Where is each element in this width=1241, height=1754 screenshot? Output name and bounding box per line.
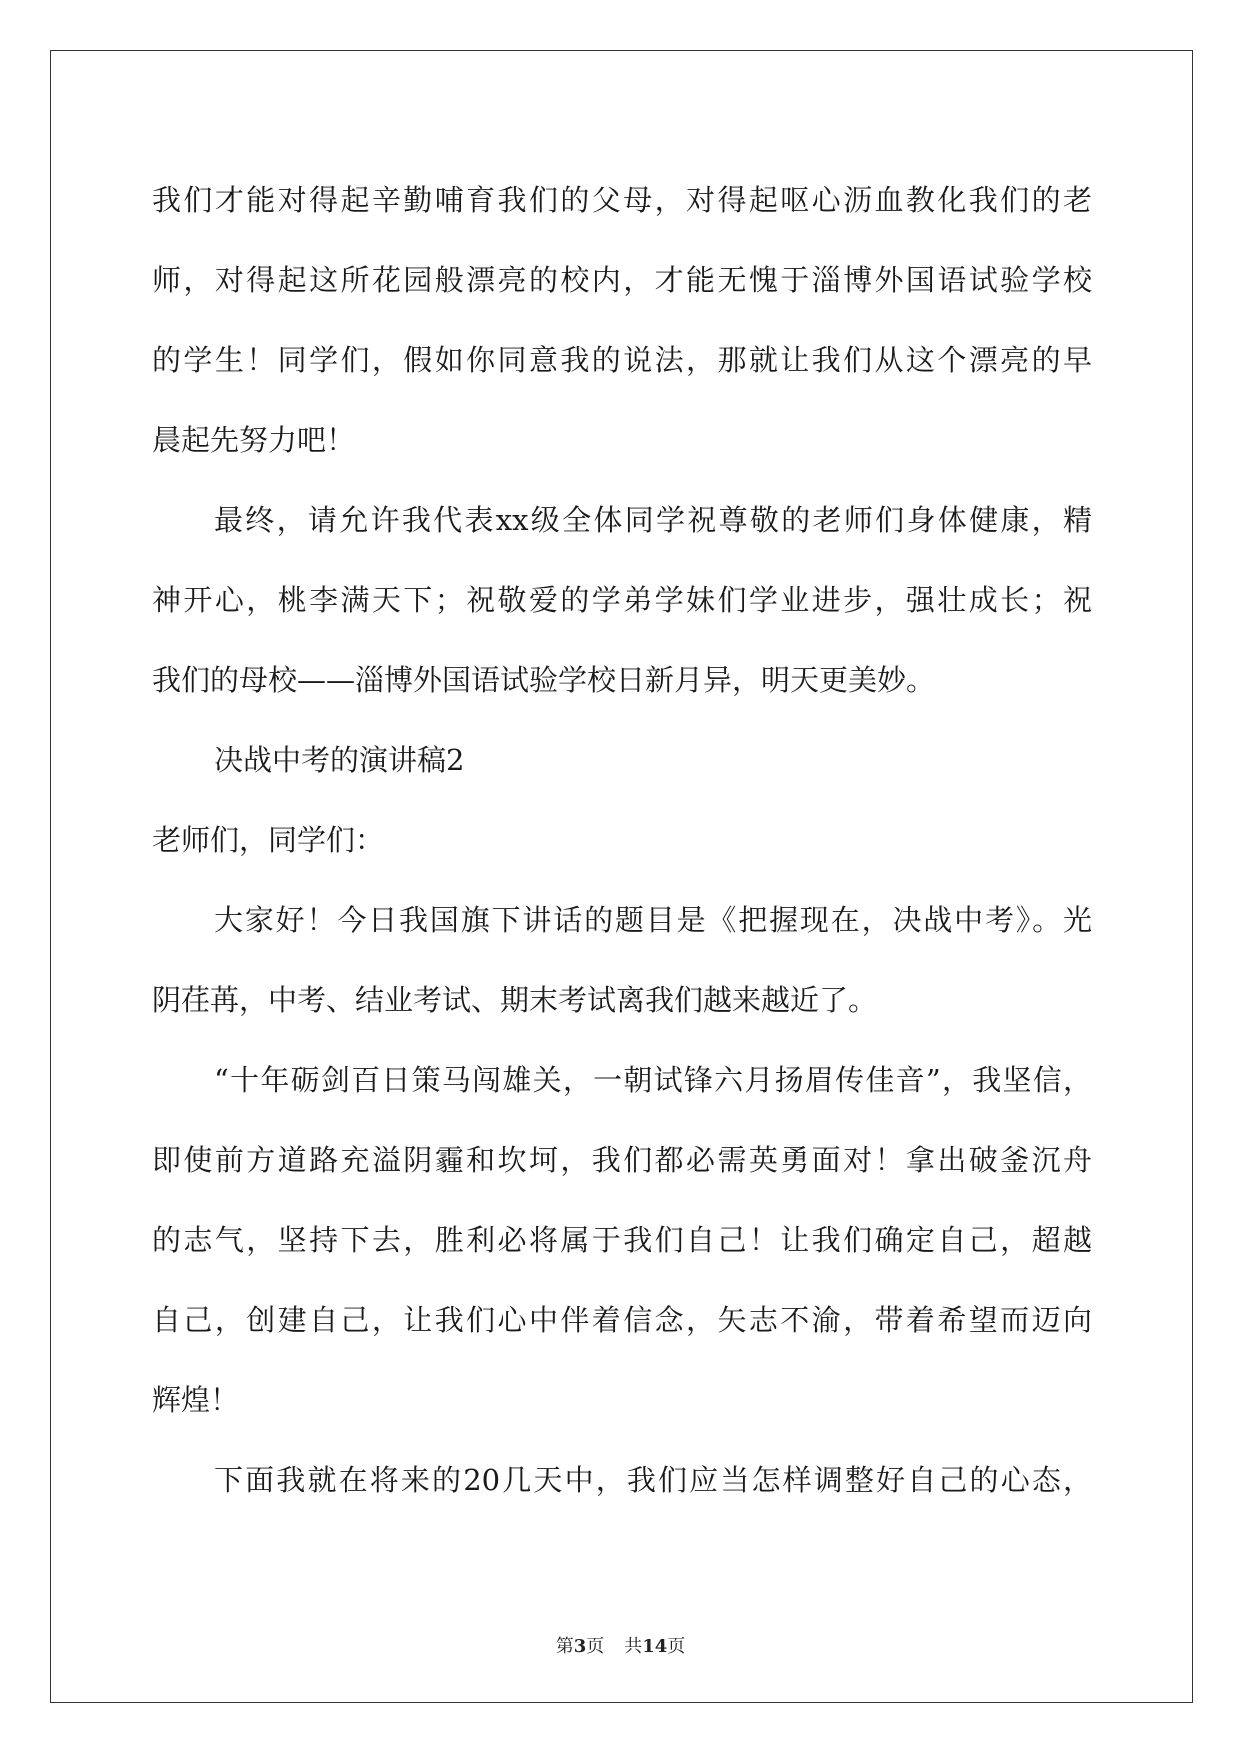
text-line: 最终，请允许我代表xx级全体同学祝尊敬的老师们身体健康，精 — [214, 503, 1092, 537]
text-line: 阴荏苒，中考、结业考试、期末考试离我们越来越近了。 — [152, 983, 878, 1017]
text-line: 自己，创建自己，让我们心中伴着信念，矢志不渝，带着希望而迈向 — [152, 1303, 1092, 1337]
text-line: 晨起先努力吧！ — [152, 423, 356, 457]
current-page-number: 3 — [573, 1636, 587, 1657]
text-line: “十年砺剑百日策马闯雄关，一朝试锋六月扬眉传佳音”，我坚信， — [214, 1063, 1092, 1097]
text-line: 我们的母校——淄博外国语试验学校日新月异，明天更美妙。 — [152, 663, 936, 697]
text-line: 神开心，桃李满天下；祝敬爱的学弟学妹们学业进步，强壮成长；祝 — [152, 583, 1092, 617]
text-line: 的志气，坚持下去，胜利必将属于我们自己！让我们确定自己，超越 — [152, 1223, 1092, 1257]
text-line: 大家好！今日我国旗下讲话的题目是《把握现在，决战中考》。光 — [214, 903, 1092, 937]
document-body — [152, 160, 1092, 1520]
salutation: 老师们，同学们： — [152, 823, 385, 857]
total-unit: 页 — [667, 1636, 686, 1657]
section-heading: 决战中考的演讲稿2 — [214, 743, 465, 777]
text-line: 我们才能对得起辛勤哺育我们的父母，对得起呕心沥血教化我们的老 — [152, 183, 1092, 217]
page-unit: 页 — [586, 1636, 605, 1657]
text-line: 的学生！同学们，假如你同意我的说法，那就让我们从这个漂亮的早 — [152, 343, 1092, 377]
text-line: 下面我就在将来的20几天中，我们应当怎样调整好自己的心态， — [214, 1463, 1092, 1497]
total-prefix: 共 — [624, 1636, 643, 1657]
text-line: 师，对得起这所花园般漂亮的校内，才能无愧于淄博外国语试验学校 — [152, 263, 1092, 297]
total-page-count: 14 — [642, 1636, 668, 1657]
text-line: 辉煌！ — [152, 1383, 240, 1417]
page-prefix: 第 — [555, 1636, 574, 1657]
text-line: 即使前方道路充溢阴霾和坎坷，我们都必需英勇面对！拿出破釜沉舟 — [152, 1143, 1092, 1177]
page-number-footer — [0, 1632, 1241, 1658]
